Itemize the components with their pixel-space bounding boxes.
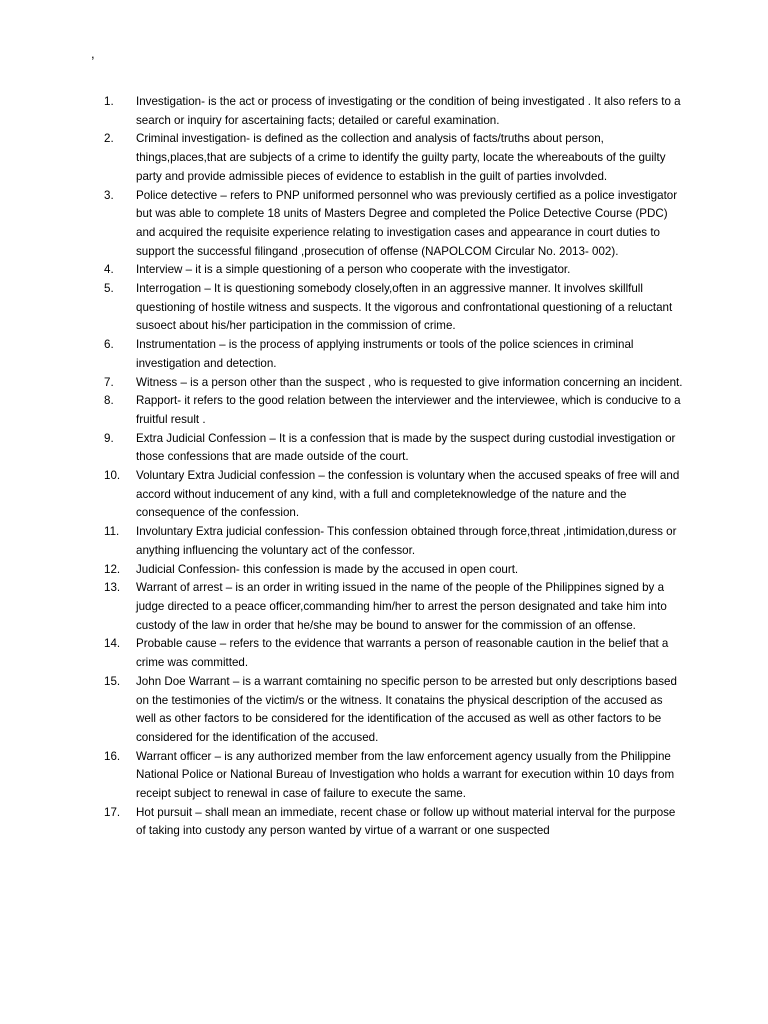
item-text: Interrogation – It is questioning somebody closely,often in an aggressive manner. It involves skillfull questioning of hostile witness and suspects. It the vigorous and confrontational questioning of a reluctant susoect about his/her participation in the commission of crime.: [136, 282, 673, 333]
list-item: [104, 579, 684, 635]
list-item: [104, 430, 684, 467]
item-number: 5.: [104, 282, 114, 296]
item-number: 4.: [104, 263, 114, 277]
list-item: [104, 280, 684, 336]
list-item: [104, 374, 684, 393]
item-number: 12.: [104, 562, 121, 576]
item-text: Warrant of arrest – is an order in writing issued in the name of the people of the Philippines signed by a judge directed to a peace officer,commanding him/her to arrest the person designated and take him into custody of the law in order that he/she may be bound to answer for the commission of an offense.: [136, 581, 667, 632]
item-text: Warrant officer – is any authorized member from the law enforcement agency usually from the Philippine National Police or National Bureau of Investigation who holds a warrant for execution within 10 days from receipt subject to renewal in case of failure to execute the same.: [136, 749, 675, 801]
item-number: 6.: [104, 338, 114, 352]
list-item: [104, 804, 684, 841]
item-number: 3.: [104, 188, 114, 202]
list-item: [104, 187, 684, 262]
list-item: [104, 748, 684, 804]
item-text: Investigation- is the act or process of investigating or the condition of being investigated . It also refers to a search or inquiry for ascertaining facts; detailed or careful examination.: [136, 95, 681, 127]
definitions-list: [104, 93, 684, 841]
list-item: [104, 93, 684, 130]
item-number: 13.: [104, 581, 121, 595]
item-number: 1.: [104, 95, 114, 108]
item-text: Instrumentation – is the process of applying instruments or tools of the police sciences in criminal investigation and detection.: [136, 338, 634, 370]
item-text: Rapport- it refers to the good relation between the interviewer and the interviewee, which is conducive to a fruitful result .: [136, 394, 681, 426]
list-item: [104, 467, 684, 523]
item-number: 2.: [104, 132, 114, 146]
item-number: 10.: [104, 469, 121, 483]
item-text: Extra Judicial Confession – It is a confession that is made by the suspect during custodial investigation or those confessions that are made outside of the court.: [136, 431, 676, 464]
list-item: [104, 673, 684, 748]
item-text: Hot pursuit – shall mean an immediate, recent chase or follow up without material interval for the purpose of taking into custody any person wanted by virtue of a warrant or one suspected: [136, 805, 676, 838]
item-number: 9.: [104, 431, 114, 445]
list-item: [104, 392, 684, 429]
item-text: John Doe Warrant – is a warrant comtaining no specific person to be arrested but only descriptions based on the testimonies of the victim/s or the witness. It conatains the physical description of the accused as well as other factors to be considered for the identification of the accused as well as other factors to be considered for the identification of the accused.: [136, 674, 677, 744]
item-text: Interview – it is a simple questioning of a person who cooperate with the investigator.: [136, 263, 571, 277]
list-item: [104, 523, 684, 560]
item-number: 8.: [104, 394, 114, 408]
top-comma-mark: ,: [91, 46, 95, 61]
item-text: Police detective – refers to PNP uniformed personnel who was previously certified as a police investigator but was able to complete 18 units of Masters Degree and completed the Police Detective Course (PDC) and acquired the requisite experience relating to investigation cases and appearance in court duties to support the successful filingand ,prosecution of offense (NAPOLCOM Circular No. 2013- 002).: [136, 188, 678, 258]
list-item: [104, 261, 684, 280]
item-number: 7.: [104, 375, 114, 389]
item-text: Judicial Confession- this confession is made by the accused in open court.: [136, 562, 519, 576]
item-number: 14.: [104, 637, 121, 651]
item-number: 16.: [104, 749, 121, 763]
item-text: Witness – is a person other than the suspect , who is requested to give information concerning an incident.: [136, 375, 683, 389]
item-text: Probable cause – refers to the evidence that warrants a person of reasonable caution in the belief that a crime was committed.: [136, 637, 669, 670]
list-item: [104, 561, 684, 580]
item-number: 15.: [104, 674, 121, 688]
list-item: [104, 336, 684, 373]
item-number: 17.: [104, 805, 121, 819]
item-text: Criminal investigation- is defined as the collection and analysis of facts/truths about person, things,places,that are subjects of a crime to identify the guilty party, locate the whereabouts of the guilty party and provide admissible pieces of evidence to establish in the guilt of parties involvded.: [136, 132, 666, 183]
item-text: Voluntary Extra Judicial confession – the confession is voluntary when the accused speaks of free will and accord without inducement of any kind, with a full and completeknowledge of the nature and the consequence of the confession.: [136, 469, 680, 520]
item-text: Involuntary Extra judicial confession- This confession obtained through force,threat ,intimidation,duress or anything influencing the voluntary act of the confessor.: [136, 525, 677, 557]
list-item: [104, 130, 684, 186]
item-number: 11.: [104, 525, 120, 539]
list-item: [104, 635, 684, 672]
